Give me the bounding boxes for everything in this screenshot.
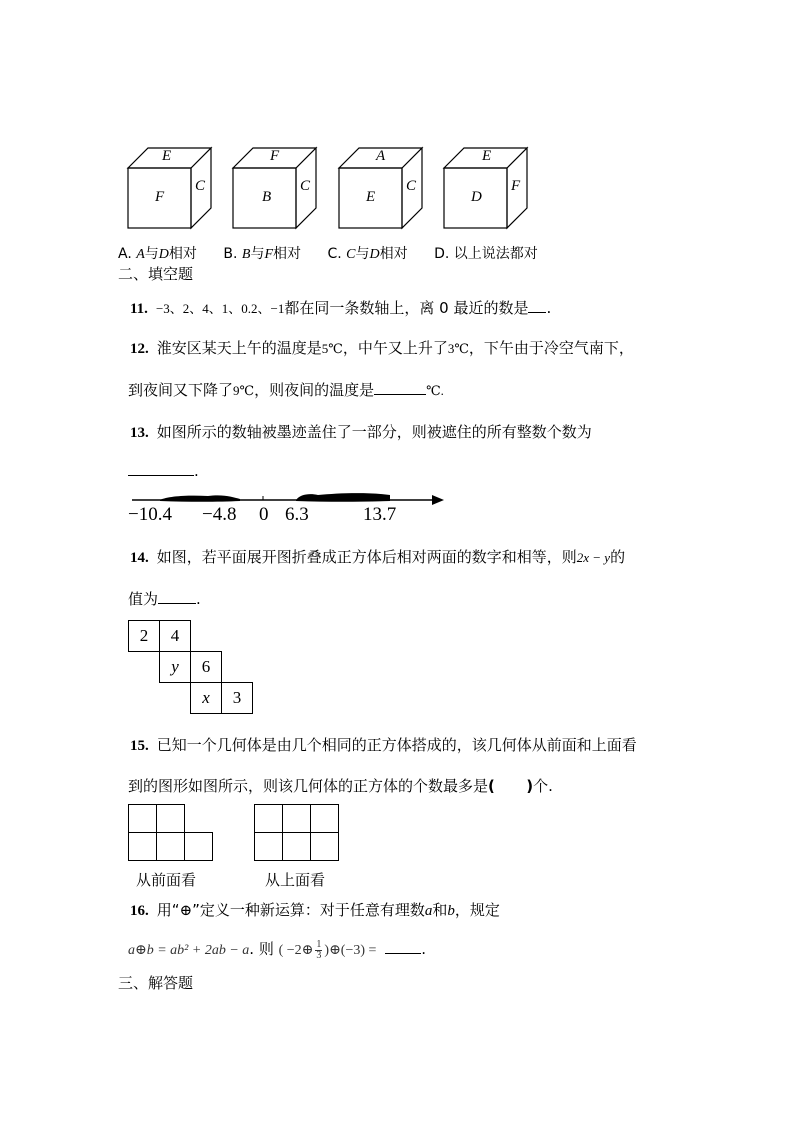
cube-4-front-label: D xyxy=(471,189,482,205)
expression: ( −2⊕ $\frac{1}{3}$ )⊕(−3) = xyxy=(278,939,377,962)
top-view-cell xyxy=(282,804,311,833)
question-16-line-1: 16. 用“⊕”定义一种新运算：对于任意有理数a和b，规定 xyxy=(130,901,500,919)
cube-3-top-label: A xyxy=(376,148,386,164)
ink-blot-right xyxy=(296,493,390,502)
cube-3-front-label: E xyxy=(366,189,376,205)
top-view xyxy=(254,804,344,864)
section-answer-title: 三、解答题 xyxy=(118,974,194,992)
cube-net xyxy=(128,620,258,720)
net-cell: 4 xyxy=(159,620,191,652)
label-zero: 0 xyxy=(259,504,269,525)
cube-1-front-label: F xyxy=(155,189,165,205)
question-11: 11. −3、2、4、1、0.2、−1都在同一条数轴上，离 0 最近的数是 . xyxy=(130,299,552,317)
net-cell: 3 xyxy=(221,682,253,714)
top-view-label: 从上面看 xyxy=(265,871,326,889)
option-d: D. 以上说法都对 xyxy=(434,246,538,262)
cube-3-right-label: C xyxy=(406,178,417,194)
label-13-7: 13.7 xyxy=(363,504,397,525)
option-b: B. B与F相对 xyxy=(223,246,302,262)
label-neg-10-4: −10.4 xyxy=(128,504,172,525)
front-view-cell xyxy=(156,832,185,861)
question-15-line-2: 到的图形如图所示，则该几何体的正方体的个数最多是( )个. xyxy=(128,777,553,795)
front-view-cell xyxy=(128,804,157,833)
question-12-line-1: 12. 淮安区某天上午的温度是5℃，中午又上升了3℃，下午由于冷空气南下， xyxy=(130,339,634,357)
front-view-label: 从前面看 xyxy=(136,871,197,889)
cube-figures xyxy=(120,140,540,235)
question-14-line-1: 14. 如图，若平面展开图折叠成正方体后相对两面的数字和相等，则2x − y的 xyxy=(130,548,626,566)
cube-2-top-label: F xyxy=(270,148,280,164)
top-view-cell xyxy=(254,804,283,833)
cube-4-top-label: E xyxy=(482,148,492,164)
operation-definition: a⊕b = ab² + 2ab − a xyxy=(128,943,250,958)
cube-2-right-label: C xyxy=(300,178,311,194)
section-fill-in-title: 二、填空题 xyxy=(118,265,194,283)
ink-blot-left xyxy=(160,495,240,501)
question-13-answer-line: . xyxy=(128,461,199,480)
front-view-cell xyxy=(156,804,185,833)
choice-options xyxy=(118,243,538,263)
option-c: C. C与D相对 xyxy=(327,246,408,262)
cube-2-front-label: B xyxy=(262,189,272,205)
option-a: A. A与D相对 xyxy=(118,246,197,262)
net-cell: 2 xyxy=(128,620,160,652)
front-view-cell xyxy=(128,832,157,861)
number-line-labels xyxy=(128,504,448,528)
cube-1-right-label: C xyxy=(195,178,206,194)
net-cell-x: x xyxy=(190,682,222,714)
cube-1-top-label: E xyxy=(162,148,172,164)
front-view-cell xyxy=(184,832,213,861)
cube-4-right-label: F xyxy=(511,178,521,194)
question-16-line-2: a⊕b = ab² + 2ab − a. 则 ( −2⊕ $\frac{1}{3}$ )⊕(−3) = . xyxy=(128,939,426,962)
front-view xyxy=(128,804,218,864)
top-view-cell xyxy=(254,832,283,861)
question-14-line-2: 值为 . xyxy=(128,590,201,608)
top-view-cell xyxy=(310,832,339,861)
top-view-cell xyxy=(310,804,339,833)
top-view-cell xyxy=(282,832,311,861)
label-neg-4-8: −4.8 xyxy=(202,504,237,525)
question-12-line-2: 到夜间又下降了9℃，则夜间的温度是 ℃. xyxy=(128,381,444,399)
question-15-line-1: 15. 已知一个几何体是由几个相同的正方体搭成的，该几何体从前面和上面看 xyxy=(130,736,637,754)
label-6-3: 6.3 xyxy=(285,504,309,525)
question-13: 13. 如图所示的数轴被墨迹盖住了一部分，则被遮住的所有整数个数为 xyxy=(130,423,592,441)
net-cell-y: y xyxy=(159,651,191,683)
net-cell: 6 xyxy=(190,651,222,683)
